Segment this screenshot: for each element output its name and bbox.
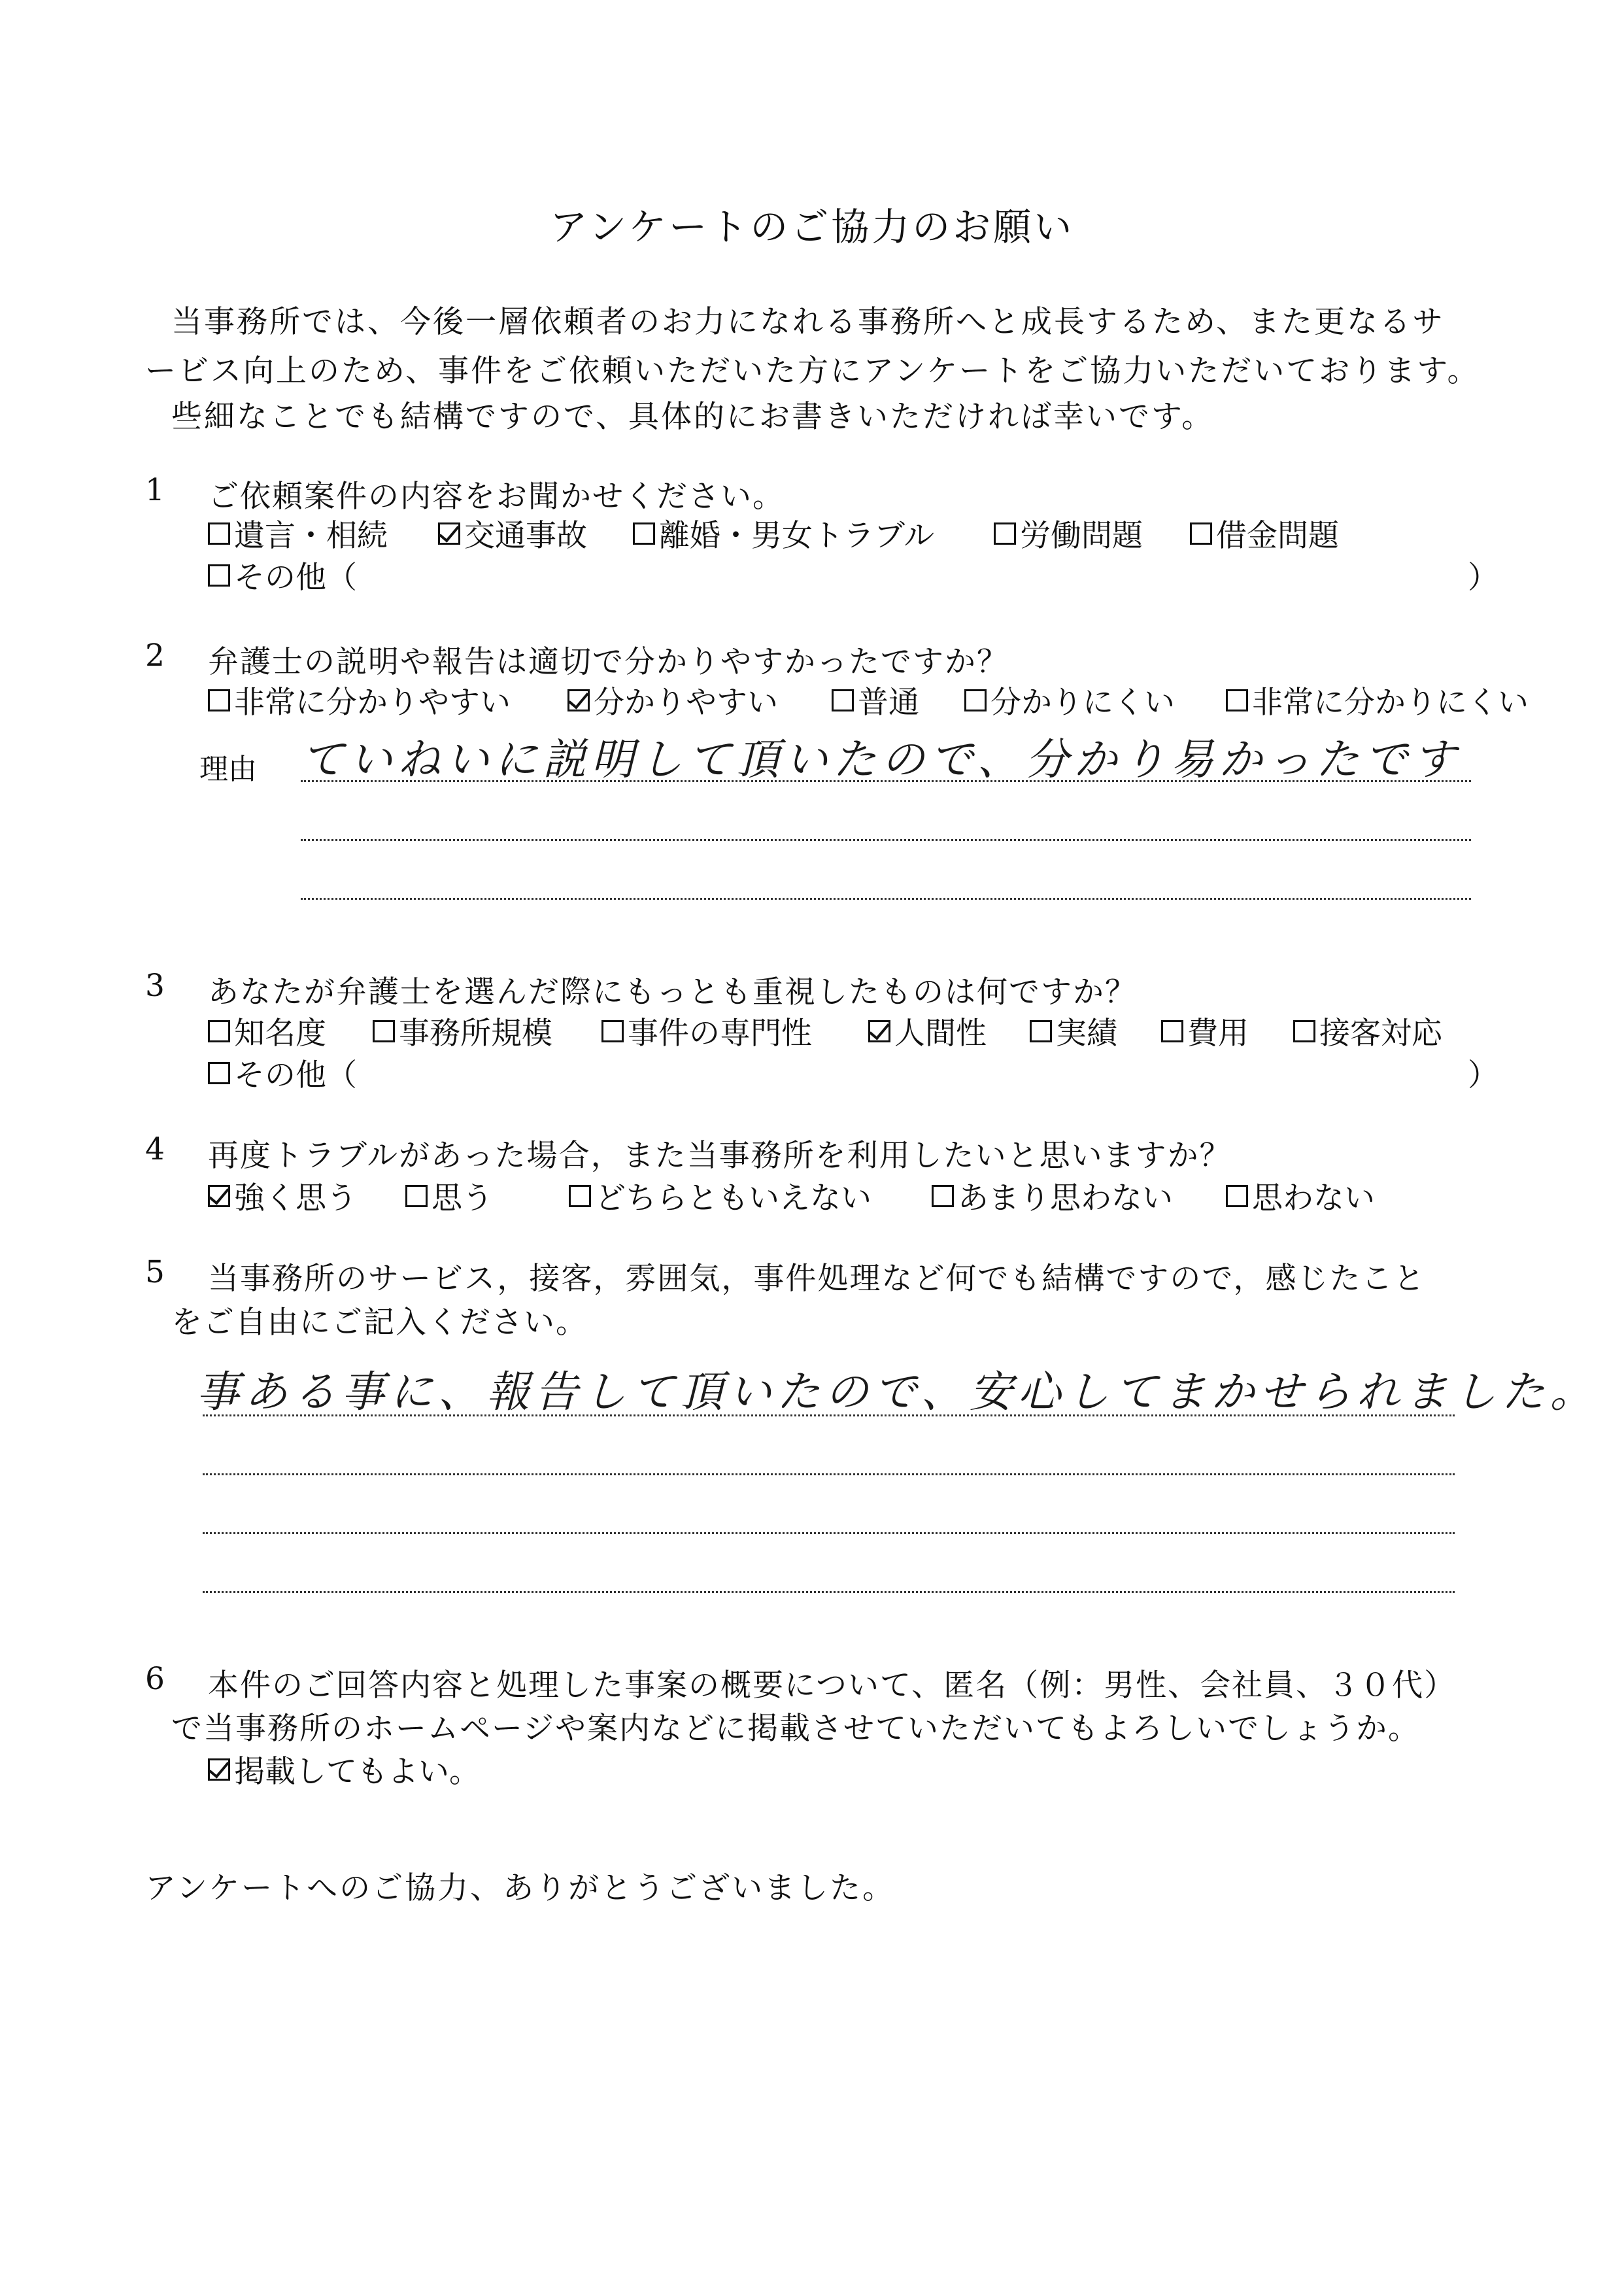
checkbox[interactable]	[208, 689, 230, 711]
q1-option-debt[interactable]: 借金問題	[1190, 511, 1339, 555]
q5-line-4	[203, 1591, 1455, 1593]
q5-line-2	[203, 1473, 1455, 1475]
q3-option-service[interactable]: 接客対応	[1293, 1009, 1442, 1053]
checkbox[interactable]	[373, 1020, 395, 1042]
q1-number: 1	[145, 472, 165, 508]
q6-text-line-1: 本件のご回答内容と処理した事案の概要について、匿名（例：男性、会社員、３０代）	[208, 1668, 1457, 1703]
checkbox[interactable]	[405, 1185, 428, 1207]
q1-other-close: ）	[1468, 560, 1498, 596]
q4-option-no[interactable]: 思わない	[1226, 1174, 1375, 1218]
checkbox[interactable]	[208, 522, 230, 545]
q2-line-1	[301, 780, 1471, 782]
q2-reason-answer[interactable]: ていねいに説明して頂いたので、分かり易かったです	[301, 734, 1461, 785]
q4-option-strongly[interactable]: 強く思う	[208, 1174, 357, 1218]
q2-option-very-clear[interactable]: 非常に分かりやすい	[208, 678, 511, 722]
checkbox[interactable]	[1293, 1020, 1315, 1042]
intro-line-3: 些細なことでも結構ですので、具体的にお書きいただければ幸いです。	[171, 399, 1215, 435]
q5-text-line-1: 当事務所のサービス，接客，雰囲気，事件処理など何でも結構ですので，感じたこと	[208, 1261, 1426, 1297]
checkbox-checked[interactable]	[438, 522, 460, 545]
checkbox[interactable]	[964, 689, 987, 711]
checkbox[interactable]	[633, 522, 655, 545]
q3-option-cost[interactable]: 費用	[1161, 1009, 1249, 1053]
checkbox[interactable]	[1190, 522, 1212, 545]
q6-number: 6	[145, 1661, 165, 1697]
checkbox[interactable]	[1030, 1020, 1052, 1042]
q3-text: あなたが弁護士を選んだ際にもっとも重視したものは何ですか？	[208, 974, 1137, 1010]
checkbox[interactable]	[1161, 1020, 1183, 1042]
q2-reason-label: 理由	[199, 753, 257, 786]
q2-option-unclear[interactable]: 分かりにくい	[964, 678, 1175, 722]
q4-option-neutral[interactable]: どちらともいえない	[569, 1174, 871, 1218]
q3-option-expertise[interactable]: 事件の専門性	[601, 1009, 812, 1053]
q5-line-3	[203, 1532, 1455, 1534]
q1-option-traffic-accident[interactable]: 交通事故	[438, 511, 587, 555]
checkbox[interactable]	[994, 522, 1016, 545]
checkbox-checked[interactable]	[868, 1020, 890, 1042]
q3-option-personality[interactable]: 人間性	[868, 1009, 987, 1053]
survey-title: アンケートのご協力のお願い	[549, 205, 1075, 249]
checkbox-checked[interactable]	[208, 1185, 230, 1207]
checkbox[interactable]	[832, 689, 854, 711]
q4-option-not-much[interactable]: あまり思わない	[932, 1174, 1173, 1218]
q2-option-very-unclear[interactable]: 非常に分かりにくい	[1226, 678, 1529, 722]
q1-option-divorce[interactable]: 離婚・男女トラブル	[633, 511, 934, 555]
q3-number: 3	[145, 968, 165, 1004]
q2-text: 弁護士の説明や報告は適切で分かりやすかったですか？	[208, 644, 1009, 680]
q6-text-line-2: で当事務所のホームページや案内などに掲載させていただいてもよろしいでしょうか。	[171, 1711, 1421, 1747]
checkbox[interactable]	[601, 1020, 624, 1042]
q5-answer[interactable]: 事ある事に、報告して頂いたので、安心してまかせられました。	[196, 1367, 1599, 1417]
q3-option-other[interactable]: その他（	[208, 1051, 357, 1095]
q1-option-other[interactable]: その他（	[208, 553, 357, 597]
checkbox[interactable]	[932, 1185, 954, 1207]
checkbox[interactable]	[1226, 689, 1248, 711]
q5-line-1	[203, 1414, 1455, 1416]
q2-line-2	[301, 839, 1471, 841]
q4-number: 4	[145, 1131, 165, 1167]
q2-line-3	[301, 898, 1471, 900]
q4-text: 再度トラブルがあった場合，また当事務所を利用したいと思いますか？	[208, 1138, 1232, 1174]
checkbox[interactable]	[1226, 1185, 1248, 1207]
q2-option-normal[interactable]: 普通	[832, 678, 919, 722]
q3-option-record[interactable]: 実績	[1030, 1009, 1117, 1053]
q3-option-fame[interactable]: 知名度	[208, 1009, 326, 1053]
q1-option-inheritance[interactable]: 遺言・相続	[208, 511, 388, 555]
checkbox-checked[interactable]	[208, 1758, 230, 1781]
intro-line-2: ービス向上のため、事件をご依頼いただいた方にアンケートをご協力いただいております。	[145, 353, 1480, 389]
q1-text: ご依頼案件の内容をお聞かせください。	[208, 479, 785, 515]
intro-line-1: 当事務所では、今後一層依頼者のお力になれる事務所へと成長するため、また更なるサ	[171, 304, 1446, 340]
checkbox[interactable]	[208, 564, 230, 587]
q6-option-consent[interactable]: 掲載してもよい。	[208, 1747, 480, 1791]
q3-other-close: ）	[1468, 1057, 1498, 1093]
checkbox[interactable]	[569, 1185, 591, 1207]
checkbox-checked[interactable]	[567, 689, 590, 711]
q4-option-yes[interactable]: 思う	[405, 1174, 493, 1218]
checkbox[interactable]	[208, 1062, 230, 1084]
q2-option-clear[interactable]: 分かりやすい	[567, 678, 778, 722]
q2-number: 2	[145, 638, 165, 674]
q1-option-labor[interactable]: 労働問題	[994, 511, 1143, 555]
q5-number: 5	[145, 1254, 165, 1290]
closing-text: アンケートへのご協力、ありがとうございました。	[145, 1870, 896, 1906]
q3-option-size[interactable]: 事務所規模	[373, 1009, 552, 1053]
checkbox[interactable]	[208, 1020, 230, 1042]
q5-text-line-2: をご自由にご記入ください。	[171, 1305, 588, 1341]
